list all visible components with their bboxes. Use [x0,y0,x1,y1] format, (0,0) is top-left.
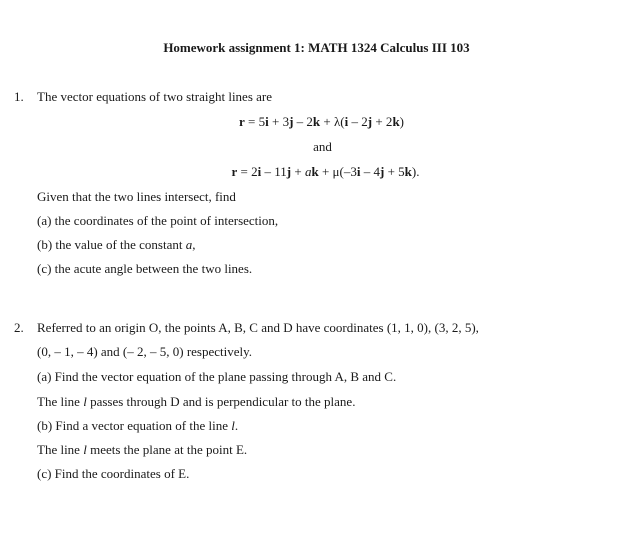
question-1-given: Given that the two lines intersect, find [37,189,236,204]
question-2-meets-statement: The line l meets the plane at the point E. [37,442,248,457]
question-2-number: 2. [14,320,24,335]
question-1-number: 1. [14,89,24,104]
and-connector: and [313,139,332,154]
page-title: Homework assignment 1: MATH 1324 Calculus III 103 [163,40,470,55]
question-2-part-c: (c) Find the coordinates of E. [37,466,190,481]
vector-r: r [238,114,245,129]
question-1-part-b: (b) the value of the constant a, [37,237,196,252]
question-1-part-c: (c) the acute angle between the two lines. [37,261,253,276]
equation-line-2: r = 2i – 11j + ak + μ(–3i – 4j + 5k). [231,164,420,179]
question-2-part-a: (a) Find the vector equation of the plane passing through A, B and C. [37,369,397,384]
question-1-intro: The vector equations of two straight lines are [37,89,273,104]
question-2-part-b: (b) Find a vector equation of the line l. [37,418,239,433]
question-2-line-1: Referred to an origin O, the points A, B, C and D have coordinates (1, 1, 0), (3, 2, 5), [37,320,479,335]
question-1-part-a: (a) the coordinates of the point of intersection, [37,213,279,228]
vector-r: r [231,164,238,179]
equation-line-1: r = 5i + 3j – 2k + λ(i – 2j + 2k) [238,114,405,129]
question-2-line-l-statement: The line l passes through D and is perpendicular to the plane. [37,394,356,409]
question-2-line-2: (0, – 1, – 4) and (– 2, – 5, 0) respectively. [37,344,253,359]
